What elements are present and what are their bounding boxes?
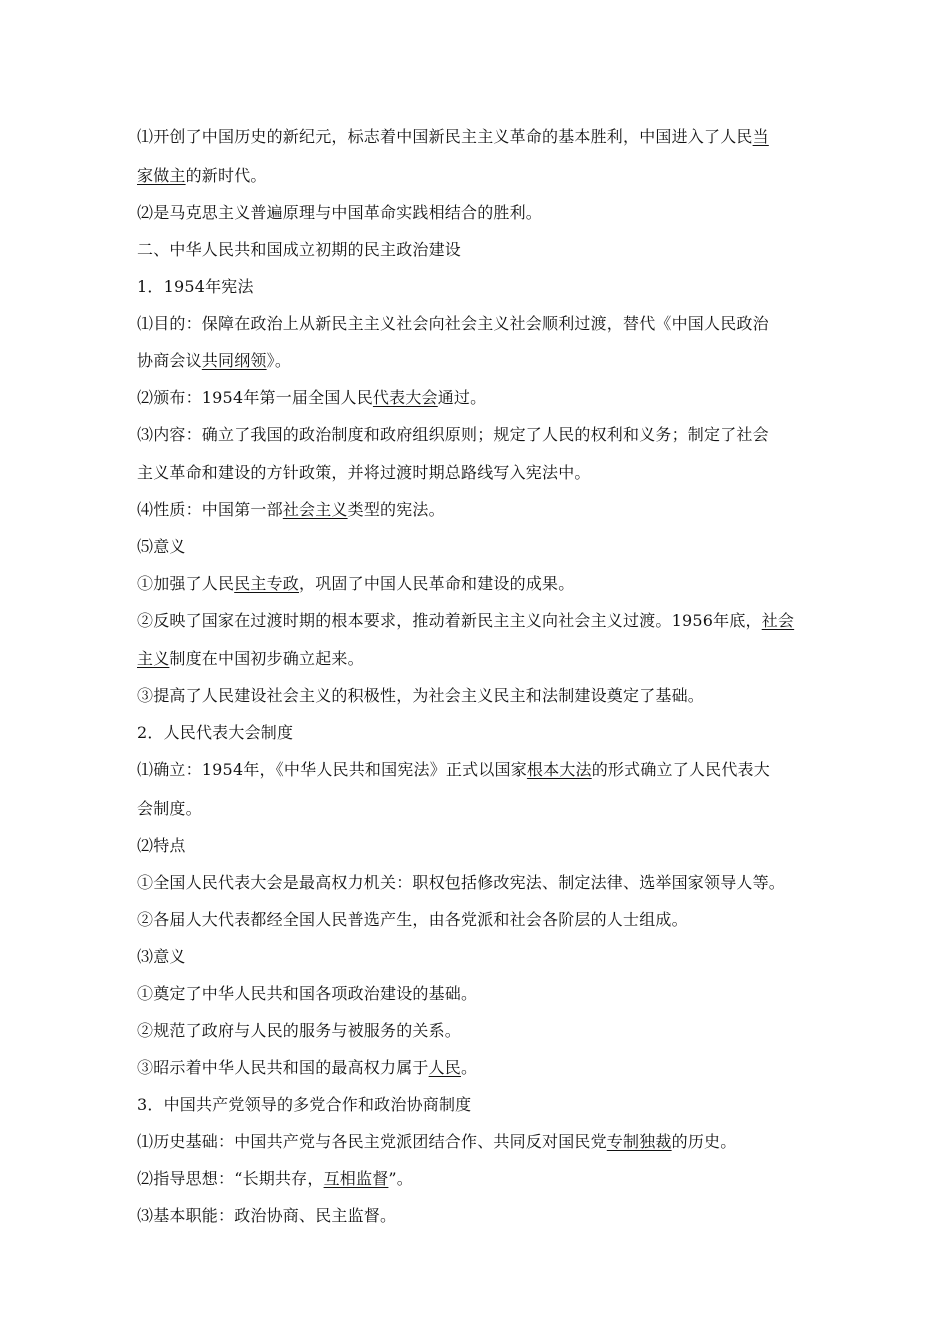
text-segment: ②反映了国家在过渡时期的根本要求，推动着新民主主义向社会主义过渡。1956年底， — [137, 611, 762, 630]
underlined-term: 家做主 — [137, 166, 186, 185]
text-line — [137, 536, 827, 558]
text-segment: 。 — [461, 1058, 478, 1077]
underlined-term: 专制独裁 — [606, 1132, 672, 1151]
subsection-heading — [137, 722, 827, 744]
text-segment: 2．人民代表大会制度 — [137, 723, 294, 742]
text-line — [137, 983, 827, 1005]
text-line — [137, 424, 827, 446]
text-segment: ③昭示着中华人民共和国的最高权力属于 — [137, 1058, 429, 1077]
text-segment: ⑶意义 — [137, 947, 186, 966]
text-line — [137, 1131, 827, 1153]
text-segment: ⑵指导思想：“长期共存， — [137, 1169, 324, 1188]
text-segment: 1．1954年宪法 — [137, 277, 254, 296]
text-segment: ⑴历史基础：中国共产党与各民主党派团结合作、共同反对国民党 — [137, 1132, 607, 1151]
text-segment: ⑵是马克思主义普遍原理与中国革命实践相结合的胜利。 — [137, 203, 543, 222]
text-segment: ①奠定了中华人民共和国各项政治建设的基础。 — [137, 984, 478, 1003]
subsection-heading — [137, 1094, 827, 1116]
text-segment: ⑵颁布：1954年第一届全国人民 — [137, 388, 373, 407]
text-line — [137, 462, 827, 484]
text-line — [137, 350, 827, 372]
text-segment: 主义革命和建设的方针政策，并将过渡时期总路线写入宪法中。 — [137, 463, 591, 482]
text-line — [137, 165, 827, 187]
text-segment: 的新时代。 — [185, 166, 267, 185]
text-line — [137, 313, 827, 335]
text-segment: 会制度。 — [137, 799, 202, 818]
text-segment: 通过。 — [437, 388, 487, 407]
text-line — [137, 798, 827, 820]
text-line — [137, 610, 827, 632]
text-line — [137, 872, 827, 894]
text-line — [137, 573, 827, 595]
text-segment: ⑶基本职能：政治协商、民主监督。 — [137, 1206, 397, 1225]
text-line — [137, 387, 827, 409]
text-segment: ⑵特点 — [137, 836, 186, 855]
text-line — [137, 759, 827, 781]
text-segment: 类型的宪法。 — [347, 500, 445, 519]
text-segment: ⑶内容：确立了我国的政治制度和政府组织原则；规定了人民的权利和义务；制定了社会 — [137, 425, 769, 444]
underlined-term: 根本大法 — [526, 760, 592, 779]
text-segment: ①加强了人民 — [137, 574, 235, 593]
underlined-term: 共同纲领 — [201, 351, 267, 370]
text-segment: ②规范了政府与人民的服务与被服务的关系。 — [137, 1021, 462, 1040]
text-line — [137, 126, 827, 148]
text-segment: ”。 — [388, 1169, 413, 1188]
text-line — [137, 946, 827, 968]
text-line — [137, 1205, 827, 1227]
text-segment: 》。 — [266, 351, 292, 370]
text-segment: ⑴目的：保障在政治上从新民主主义社会向社会主义社会顺利过渡，替代《中国人民政治 — [137, 314, 769, 333]
text-segment: 二、中华人民共和国成立初期的民主政治建设 — [137, 240, 462, 259]
text-segment: 3．中国共产党领导的多党合作和政治协商制度 — [137, 1095, 472, 1114]
text-line — [137, 1168, 827, 1190]
text-line — [137, 648, 827, 670]
text-segment: ②各届人大代表都经全国人民普选产生，由各党派和社会各阶层的人士组成。 — [137, 910, 688, 929]
text-segment: ⑴开创了中国历史的新纪元，标志着中国新民主主义革命的基本胜利，中国进入了人民 — [137, 127, 753, 146]
text-line — [137, 202, 827, 224]
text-segment: ⑷性质：中国第一部 — [137, 500, 283, 519]
text-line — [137, 835, 827, 857]
text-line — [137, 1020, 827, 1042]
underlined-term: 当 — [752, 127, 769, 146]
text-line — [137, 685, 827, 707]
text-line — [137, 1057, 827, 1079]
text-segment: ⑴确立：1954年，《中华人民共和国宪法》正式以国家 — [137, 760, 527, 779]
text-segment: ①全国人民代表大会是最高权力机关：职权包括修改宪法、制定法律、选举国家领导人等。 — [137, 873, 786, 892]
underlined-term: 互相监督 — [323, 1169, 389, 1188]
underlined-term: 社会主义 — [282, 500, 348, 519]
text-line — [137, 499, 827, 521]
text-segment: ，巩固了中国人民革命和建设的成果。 — [299, 574, 575, 593]
text-segment: 制度在中国初步确立起来。 — [169, 649, 364, 668]
subsection-heading — [137, 276, 827, 298]
text-segment: ⑸意义 — [137, 537, 186, 556]
text-segment: 的历史。 — [671, 1132, 737, 1151]
underlined-term: 主义 — [137, 649, 170, 668]
underlined-term: 社会 — [761, 611, 795, 630]
text-segment: 协商会议 — [137, 351, 202, 370]
underlined-term: 民主专政 — [234, 574, 300, 593]
underlined-term: 代表大会 — [372, 388, 438, 407]
text-segment: 的形式确立了人民代表大 — [591, 760, 770, 779]
section-heading — [137, 239, 827, 261]
text-line — [137, 909, 827, 931]
underlined-term: 人民 — [428, 1058, 462, 1077]
text-segment: ③提高了人民建设社会主义的积极性，为社会主义民主和法制建设奠定了基础。 — [137, 686, 705, 705]
